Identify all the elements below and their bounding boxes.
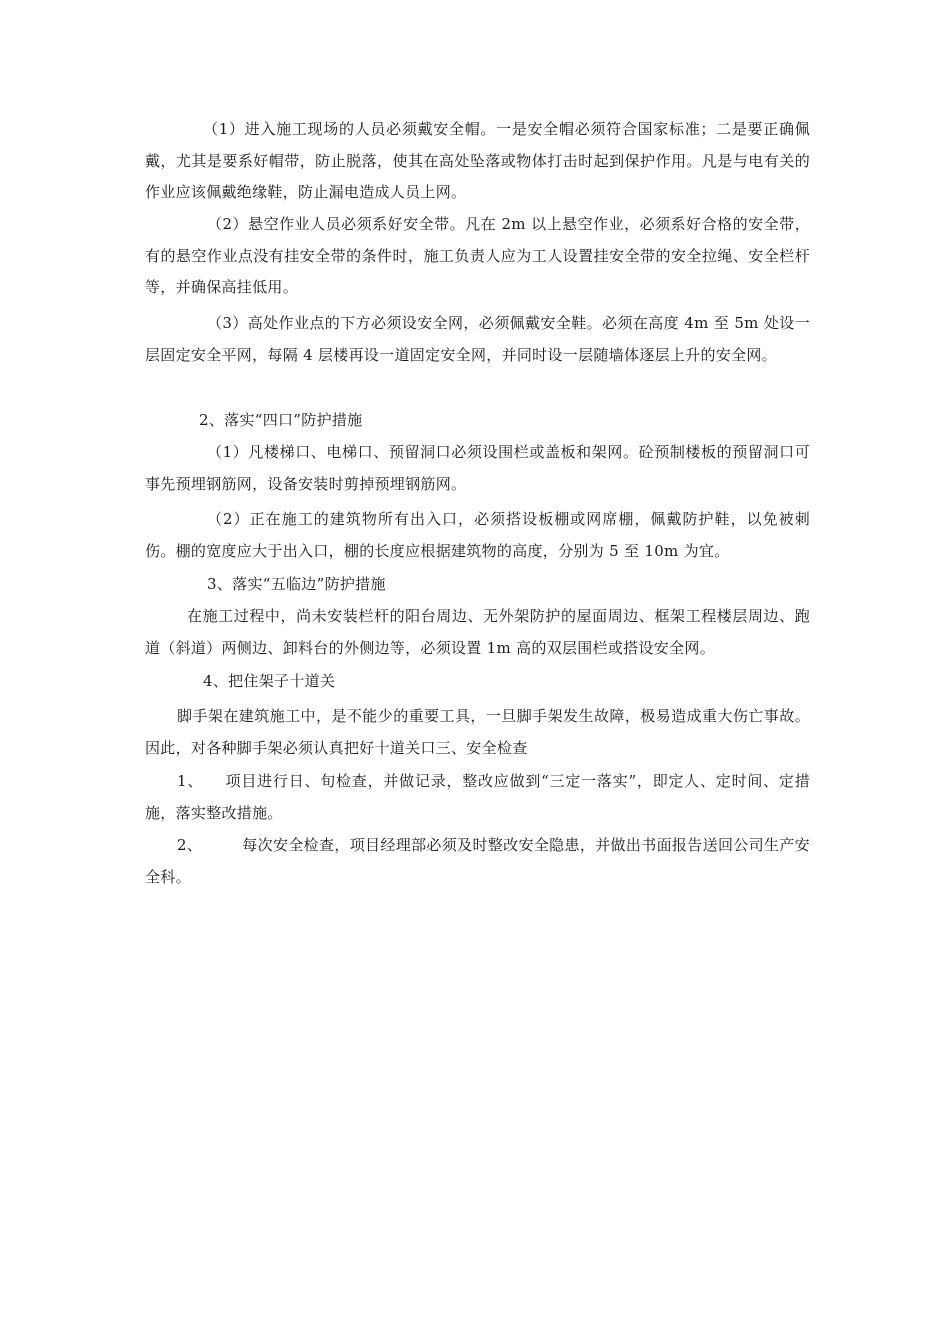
paragraph-edge-protection: 在施工过程中，尚未安装栏杆的阳台周边、无外架防护的屋面周边、框架工程楼层周边、跑道（斜道）两侧边、卸料台的外侧边等，必须设置 1m 高的双层围栏或搭设安全网。 [145,607,810,657]
paragraph-stair-openings: （1）凡楼梯口、电梯口、预留洞口必须设围栏或盖板和架网。砼预制楼板的预留洞口可事先预埋钢筋网，设备安装时剪掉预埋钢筋网。 [145,443,810,493]
list-text: 每次安全检查，项目经理部必须及时整改安全隐患，并做出书面报告送回公司生产安全科。 [145,836,810,886]
paragraph-inspection-2 [145,830,810,893]
paragraph-safety-belt: （2）悬空作业人员必须系好安全带。凡在 2m 以上悬空作业，必须系好合格的安全带，有的悬空作业点没有挂安全带的条件时，施工负责人应为工人设置挂安全带的安全拉绳、安全栏杆等，并确保高挂低用。 [145,215,810,296]
list-number: 1、 [177,772,204,790]
heading-four-openings: 2、落实“四口”防护措施 [199,411,363,429]
paragraph-safety-net: （3）高处作业点的下方必须设安全网，必须佩戴安全鞋。必须在高度 4m 至 5m 处设一层固定安全平网，每隔 4 层楼再设一道固定安全网，并同时设一层随墙体逐层上升的安全网。 [145,314,810,364]
paragraph-inspection-1 [145,766,810,829]
list-text: 项目进行日、旬检查，并做记录，整改应做到“三定一落实”，即定人、定时间、定措施，落实整改措施。 [145,772,810,822]
paragraph-entrances: （2）正在施工的建筑物所有出入口，必须搭设板棚或网席棚，佩戴防护鞋，以免被刺伤。棚的宽度应大于出入口，棚的长度应根据建筑物的高度，分别为 5 至 10m 为宜。 [145,510,810,560]
paragraph-scaffold: 脚手架在建筑施工中，是不能少的重要工具，一旦脚手架发生故障，极易造成重大伤亡事故。因此，对各种脚手架必须认真把好十道关口三、安全检查 [145,707,810,757]
heading-five-edges: 3、落实“五临边”防护措施 [207,575,386,593]
list-number: 2、 [177,836,203,854]
heading-scaffold-checks: 4、把住架子十道关 [203,672,336,690]
paragraph-safety-helmet: （1）进入施工现场的人员必须戴安全帽。一是安全帽必须符合国家标准；二是要正确佩戴，尤其是要系好帽带，防止脱落，使其在高处坠落或物体打击时起到保护作用。凡是与电有关的作业应该佩戴绝缘鞋，防止漏电造成人员上网。 [145,120,810,201]
